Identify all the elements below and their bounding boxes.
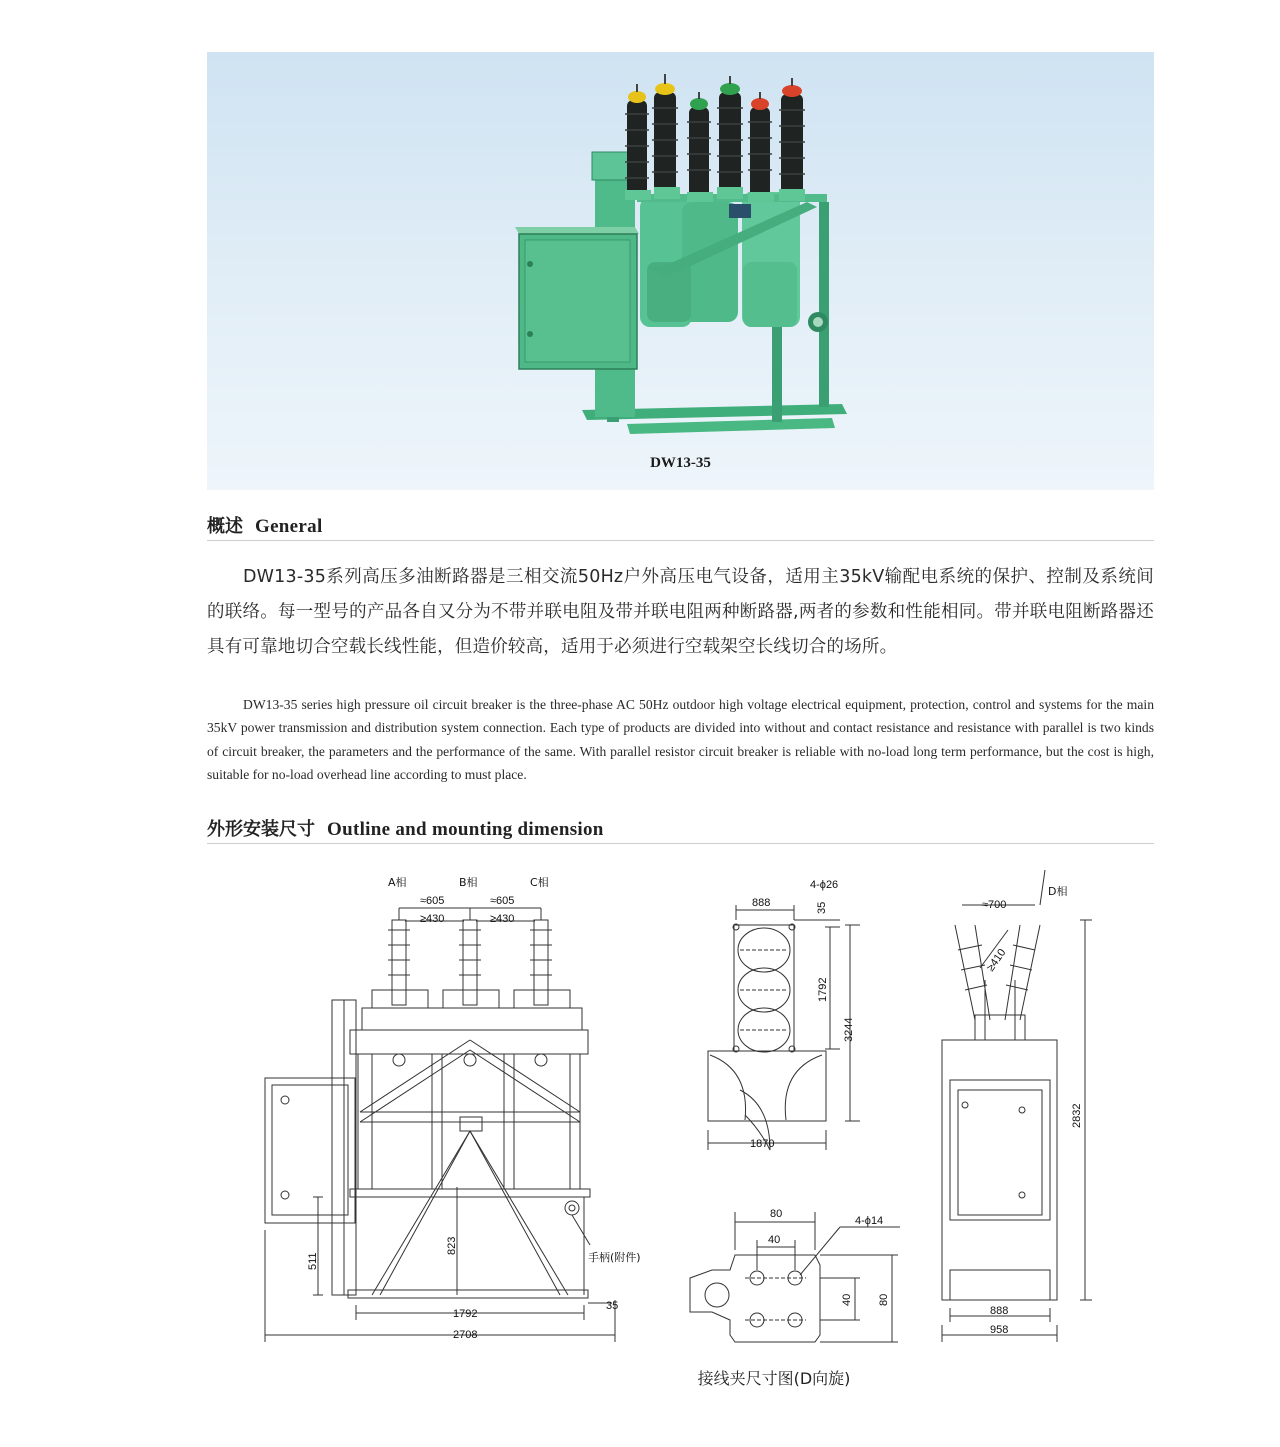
dim-605-b: ≈605 <box>490 895 515 907</box>
dim-1870: 1870 <box>750 1138 775 1150</box>
top-view <box>708 905 860 1150</box>
outline-drawing <box>0 850 1280 1370</box>
general-title-en: General <box>255 516 323 537</box>
dim-888-side: 888 <box>990 1305 1009 1317</box>
dim-2832: 2832 <box>1071 1103 1083 1128</box>
circuit-breaker-illustration <box>207 52 1154 490</box>
dim-700: ≈700 <box>982 899 1007 911</box>
handle-note: 手柄(附件) <box>588 1251 641 1264</box>
side-view <box>942 870 1092 1342</box>
dim-3244: 3244 <box>843 1017 855 1042</box>
dim-823: 823 <box>446 1236 458 1255</box>
dim-958: 958 <box>990 1324 1009 1336</box>
dim-430-b: ≥430 <box>490 913 515 925</box>
front-dimensions <box>265 908 615 1342</box>
dim-1792-top: 1792 <box>817 977 829 1002</box>
product-model-caption: DW13-35 <box>650 455 711 471</box>
outline-title-zh: 外形安装尺寸 <box>207 819 315 840</box>
dim-40-side: 40 <box>841 1293 853 1306</box>
phase-c-label: C相 <box>530 876 549 889</box>
dim-80-top: 80 <box>770 1208 783 1220</box>
phase-d-label: D相 <box>1048 885 1068 898</box>
dim-2708: 2708 <box>453 1329 478 1341</box>
clamp-holes-label: 4-ϕ14 <box>855 1215 884 1227</box>
dim-35-top: 35 <box>816 901 828 914</box>
dim-80-side: 80 <box>878 1293 890 1306</box>
dim-410: ≥410 <box>984 946 1009 974</box>
phase-a-label: A相 <box>388 876 407 889</box>
outline-section-header <box>207 815 1154 844</box>
dim-430-a: ≥430 <box>420 913 445 925</box>
top-holes-label: 4-ϕ26 <box>810 879 839 891</box>
dim-888-top: 888 <box>752 897 771 909</box>
general-body-en: DW13-35 series high pressure oil circuit breaker is the three-phase AC 50Hz outdoor high voltage electrical equipment, protection, control and systems for the main 35kV power transmission and distribution system connection. Each type of products are divided into without and contact resistance and resistance with parallel is two kinds of circuit breaker, the parameters and the performance of the same. With parallel resistor circuit breaker is reliable with no-load long term performance, but the cost is high, suitable for no-load overhead line according to must place. <box>207 697 1154 782</box>
dim-35-front: 35 <box>606 1300 619 1312</box>
dim-511: 511 <box>307 1252 319 1270</box>
top-dimensions <box>708 905 860 1150</box>
general-body-zh: DW13-35系列高压多油断路器是三相交流50Hz户外高压电气设备，适用主35kV输配电系统的保护、控制及系统间的联络。每一型号的产品各自又分为不带并联电阻及带并联电阻两种断路器,两者的参数和性能相同。带并联电阻断路器还具有可靠地切合空载长线性能，但造价较高，适用于必须进行空载架空长线切合的场所。 <box>207 567 1154 657</box>
phase-b-label: B相 <box>459 876 478 889</box>
outline-title-en: Outline and mounting dimension <box>327 819 604 840</box>
front-view <box>265 908 615 1342</box>
product-photo <box>207 52 1154 490</box>
dim-605-a: ≈605 <box>420 895 445 907</box>
clamp-dimensions <box>735 1212 900 1342</box>
clamp-view <box>690 1212 900 1342</box>
general-title-zh: 概述 <box>207 516 243 537</box>
dim-1792-front: 1792 <box>453 1308 478 1320</box>
general-section-header <box>207 512 1154 541</box>
clamp-caption: 接线夹尺寸图(D向旋) <box>697 1369 851 1388</box>
dim-40-top: 40 <box>768 1234 781 1246</box>
